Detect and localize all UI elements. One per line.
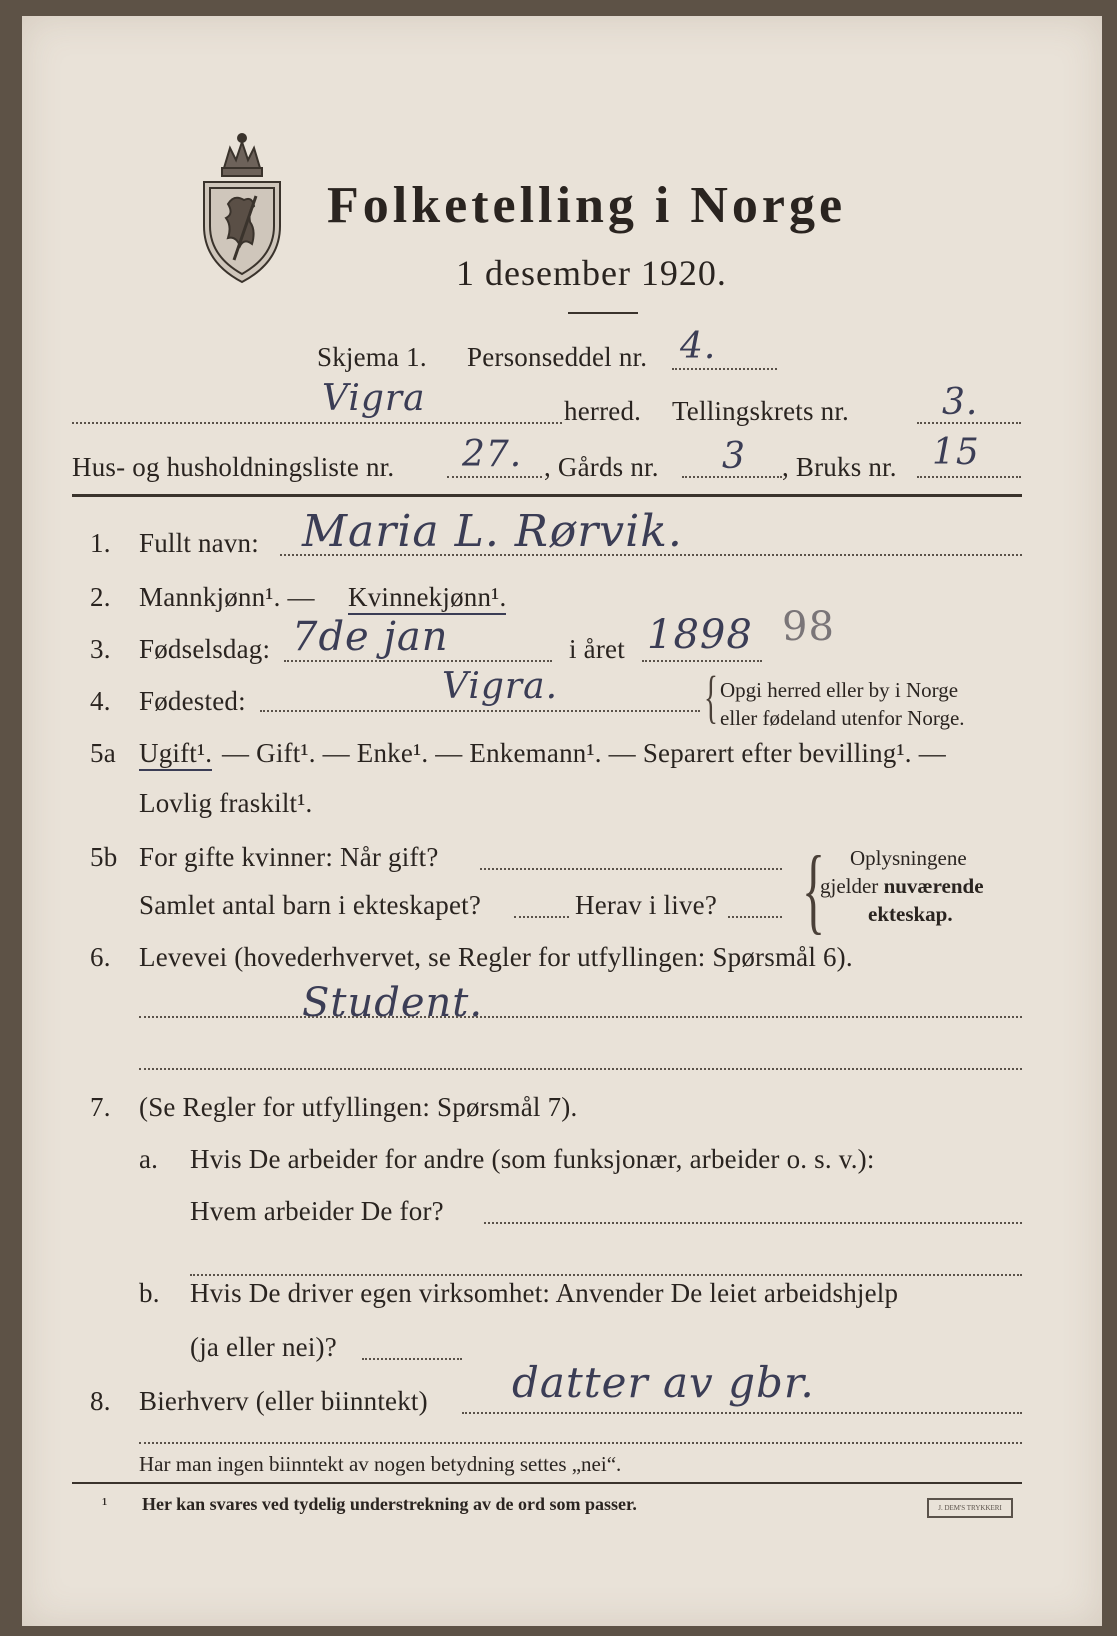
q8-label: Bierhverv (eller biinntekt) [139, 1386, 428, 1416]
q6-label: Levevei (hovederhvervet, se Regler for utfyllingen: Spørsmål 6). [139, 942, 853, 972]
q8-line-2 [139, 1442, 1022, 1444]
tellingskrets-label: Tellingskrets nr. [672, 396, 849, 426]
birth-year-correction: 98 [782, 604, 835, 650]
q5b-number: 5b [90, 842, 118, 872]
q3-label: Fødselsdag: [139, 634, 271, 664]
tellingskrets-value[interactable]: 3. [942, 382, 979, 423]
full-name-value[interactable]: Maria L. Rørvik. [302, 506, 683, 557]
hus-line [447, 476, 542, 478]
female-option[interactable]: Kvinnekjønn¹. [348, 582, 506, 615]
marital-options[interactable]: — Gift¹. — Enke¹. — Enkemann¹. — Separert efter bevilling¹. — [222, 738, 946, 768]
personseddel-line [672, 368, 777, 370]
footer-rule [72, 1482, 1022, 1484]
q8-line [462, 1412, 1022, 1414]
q4-note-2: eller fødeland utenfor Norge. [720, 706, 965, 730]
birthday-value[interactable]: 7de jan [292, 614, 449, 660]
q7-label: (Se Regler for utfyllingen: Spørsmål 7). [139, 1092, 578, 1122]
header-rule [72, 494, 1022, 497]
bruks-value[interactable]: 15 [932, 432, 980, 473]
children-total-label: Samlet antal barn i ekteskapet? [139, 890, 482, 920]
gards-label: , Gårds nr. [544, 452, 659, 482]
q8-number: 8. [90, 1386, 111, 1416]
divorced-option[interactable]: Lovlig fraskilt¹. [139, 788, 313, 818]
q7-number: 7. [90, 1092, 111, 1122]
q5b-note-2: gjelder nuværende [820, 874, 984, 898]
children-total-line[interactable] [514, 916, 569, 918]
q7a-label: Hvis De arbeider for andre (som funksjonær, arbeider o. s. v.): [190, 1144, 875, 1174]
q3-day-line [284, 660, 552, 662]
hus-label: Hus- og husholdningsliste nr. [72, 452, 395, 482]
q6-line-1 [139, 1016, 1022, 1018]
q2-number: 2. [90, 582, 111, 612]
q5b-note-3: ekteskap. [868, 902, 953, 926]
footnote-marker: ¹ [102, 1494, 108, 1514]
personseddel-label: Personseddel nr. [467, 342, 648, 372]
side-income-note: Har man ingen biinntekt av nogen betydning settes „nei“. [139, 1452, 622, 1476]
unmarried-option[interactable]: Ugift¹. [139, 738, 212, 771]
q5b-brace: { [802, 836, 826, 943]
children-alive-line[interactable] [728, 916, 782, 918]
q7a-number: a. [139, 1144, 159, 1174]
hus-value[interactable]: 27. [462, 434, 523, 475]
birthplace-value[interactable]: Vigra. [442, 666, 559, 707]
employer-label: Hvem arbeider De for? [190, 1196, 444, 1226]
q4-label: Fødested: [139, 686, 246, 716]
gards-value[interactable]: 3 [722, 436, 746, 477]
title-divider [568, 312, 638, 314]
q7b-number: b. [139, 1278, 160, 1308]
form-date: 1 desember 1920. [456, 253, 727, 293]
census-form-sheet [22, 16, 1102, 1626]
q6-line-2 [139, 1068, 1022, 1070]
q4-number: 4. [90, 686, 111, 716]
coat-of-arms-icon [194, 126, 290, 286]
skjema-label: Skjema 1. [317, 342, 427, 372]
bruks-label: , Bruks nr. [782, 452, 897, 482]
q6-number: 6. [90, 942, 111, 972]
q4-note-1: Opgi herred eller by i Norge [720, 678, 959, 702]
q3-year-line [642, 660, 762, 662]
q5b-note-1: Oplysningene [850, 846, 967, 870]
when-married-label: For gifte kvinner: Når gift? [139, 842, 439, 872]
herred-label: herred. [564, 396, 642, 426]
herred-value[interactable]: Vigra [322, 378, 426, 419]
personseddel-value[interactable]: 4. [680, 326, 717, 367]
q3-number: 3. [90, 634, 111, 664]
q1-number: 1. [90, 528, 111, 558]
year-label: i året [569, 634, 625, 664]
q4-line [260, 710, 700, 712]
hired-help-label: (ja eller nei)? [190, 1332, 337, 1362]
q1-label: Fullt navn: [139, 528, 259, 558]
male-option[interactable]: Mannkjønn¹. — [139, 582, 315, 612]
herred-line [72, 422, 562, 424]
when-married-line[interactable] [480, 868, 782, 870]
employer-line-2[interactable] [190, 1274, 1022, 1276]
birth-year-value[interactable]: 1898 [647, 612, 753, 658]
footnote-text: Her kan svares ved tydelig understrekning av de ord som passer. [142, 1494, 637, 1514]
q4-brace: { [704, 664, 718, 729]
employer-line[interactable] [484, 1222, 1022, 1224]
q7b-label: Hvis De driver egen virksomhet: Anvender De leiet arbeidshjelp [190, 1278, 899, 1308]
printer-stamp: J. DEM'S TRYKKERI [927, 1498, 1013, 1518]
hired-help-line[interactable] [362, 1358, 462, 1360]
side-income-value[interactable]: datter av gbr. [512, 1358, 815, 1407]
children-alive-label: Herav i live? [575, 890, 718, 920]
q5a-number: 5a [90, 738, 116, 768]
occupation-value[interactable]: Student. [302, 980, 484, 1026]
bruks-line [917, 476, 1021, 478]
form-title: Folketelling i Norge [327, 177, 847, 234]
